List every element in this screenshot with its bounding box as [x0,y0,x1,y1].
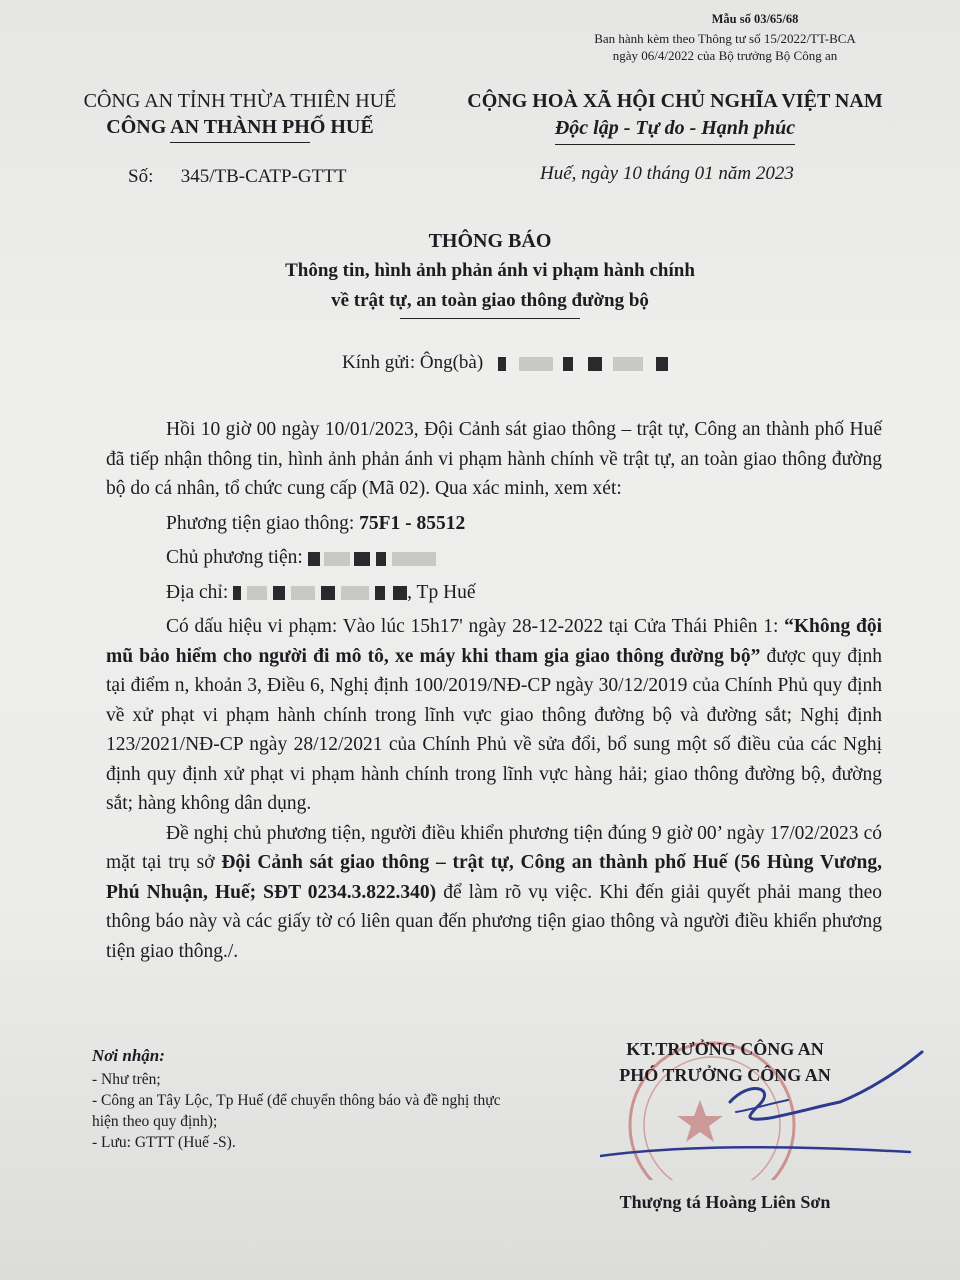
org-parent: CÔNG AN TỈNH THỪA THIÊN HUẾ [83,90,397,112]
place-date: Huế, ngày 10 tháng 01 năm 2023 [540,163,794,184]
issuing-note-line2: ngày 06/4/2022 của Bộ trưởng Bộ Công an [612,48,838,63]
issuing-note-line1: Ban hành kèm theo Thông tư số 15/2022/TT-BCA [594,31,856,46]
owner-line [106,543,882,573]
title-underline [400,318,580,319]
address-label: Địa chỉ: [166,581,234,603]
nation-name: CỘNG HOÀ XÃ HỘI CHỦ NGHĨA VIỆT NAM [467,90,883,112]
national-motto: Độc lập - Tự do - Hạnh phúc [554,117,796,139]
violation-legal-basis: được quy định tại điểm n, khoản 3, Điều 6, Nghị định 100/2019/NĐ-CP ngày 30/12/2019 của Chính Phủ quy định về xử phạt vi phạm hành chính trong lĩnh vực giao thông đường bộ và đường sắt; Nghị định 123/2021/NĐ-CP ngày 28/12/2021 của Chính Phủ về sửa đổi, bổ sung một số điều của các Nghị định quy định xử phạt vi phạm hành chính trong lĩnh vực hàng hải; giao thông đường bộ, đường sắt; hàng không dân dụng. [106,645,882,814]
handwritten-signature [600,1040,940,1170]
recipient-item: - Công an Tây Lộc, Tp Huế (để chuyển thông báo và đề nghị thực hiện theo quy định); [92,1092,501,1130]
redacted-owner-name [308,547,436,568]
violation-intro: Có dấu hiệu vi phạm: Vào lúc 15h17' ngày 28-12-2022 tại Cửa Thái Phiên 1: [166,616,785,637]
title-sub2: về trật tự, an toàn giao thông đường bộ [331,290,649,311]
redacted-address [233,582,407,603]
notice-body [106,415,882,966]
address-suffix: , Tp Huế [407,581,476,603]
request-rest: để làm rõ vụ việc. Khi đến giải quyết phải mang theo thông báo này và các giấy tờ có liên quan đến phương tiện giao thông và người điều khiển phương tiện giao thông./. [106,881,882,962]
recipient-item: - Lưu: GTTT (Huế -S). [92,1134,236,1151]
issuing-note [560,30,890,64]
signature-title-line2: PHÓ TRƯỞNG CÔNG AN [619,1065,831,1085]
intro-paragraph: Hồi 10 giờ 00 ngày 10/01/2023, Đội Cảnh sát giao thông – trật tự, Công an thành phố Huế đã tiếp nhận thông tin, hình ảnh phản ánh vi phạm hành chính về trật tự, an toàn giao thông đường bộ do cá nhân, tổ chức cung cấp (Mã 02). Qua xác minh, xem xét: [106,419,882,499]
form-code: Mẫu số 03/65/68 [711,12,799,26]
vehicle-line [106,509,882,539]
title-main: THÔNG BÁO [428,230,552,252]
recipient-label: Kính gửi: Ông(bà) [342,352,484,373]
request-paragraph [106,819,882,967]
violation-description: “Không đội mũ bảo hiểm cho người đi mô tô, xe máy khi tham gia giao thông đường bộ” [106,616,882,667]
request-location: Đội Cảnh sát giao thông – trật tự, Công an thành phố Huế (56 Hùng Vương, Phú Nhuận, Huế; SĐT 0234.3.822.340) [106,852,882,903]
signature-title-line1: KT.TRƯỞNG CÔNG AN [626,1039,824,1059]
recipient-item: - Như trên; [92,1071,161,1088]
document-number-label: Số: [128,166,154,187]
recipients-block [92,1045,522,1153]
signer-name: Thượng tá Hoàng Liên Sơn [619,1192,831,1212]
title-sub1: Thông tin, hình ảnh phản ánh vi phạm hành chính [285,260,695,281]
address-line [106,578,882,608]
recipient-line [342,352,668,374]
document-number-value: 345/TB-CATP-GTTT [180,166,347,187]
issuing-organization [50,88,430,143]
national-header [440,88,910,145]
vehicle-label: Phương tiện giao thông: [166,512,360,534]
vehicle-plate: 75F1 - 85512 [359,512,466,534]
motto-underline [555,144,795,145]
request-intro: Đề nghị chủ phương tiện, người điều khiển phương tiện đúng 9 giờ 00’ ngày 17/02/2023 có mặt tại trụ sở [106,822,882,873]
document-title [100,226,880,319]
org-underline [170,142,310,143]
recipients-heading: Nơi nhận: [92,1046,165,1065]
owner-label: Chủ phương tiện: [166,547,308,568]
redacted-recipient-name [488,352,668,373]
violation-paragraph [106,612,882,819]
document-number [128,166,346,188]
org-name: CÔNG AN THÀNH PHỐ HUẾ [106,116,374,138]
